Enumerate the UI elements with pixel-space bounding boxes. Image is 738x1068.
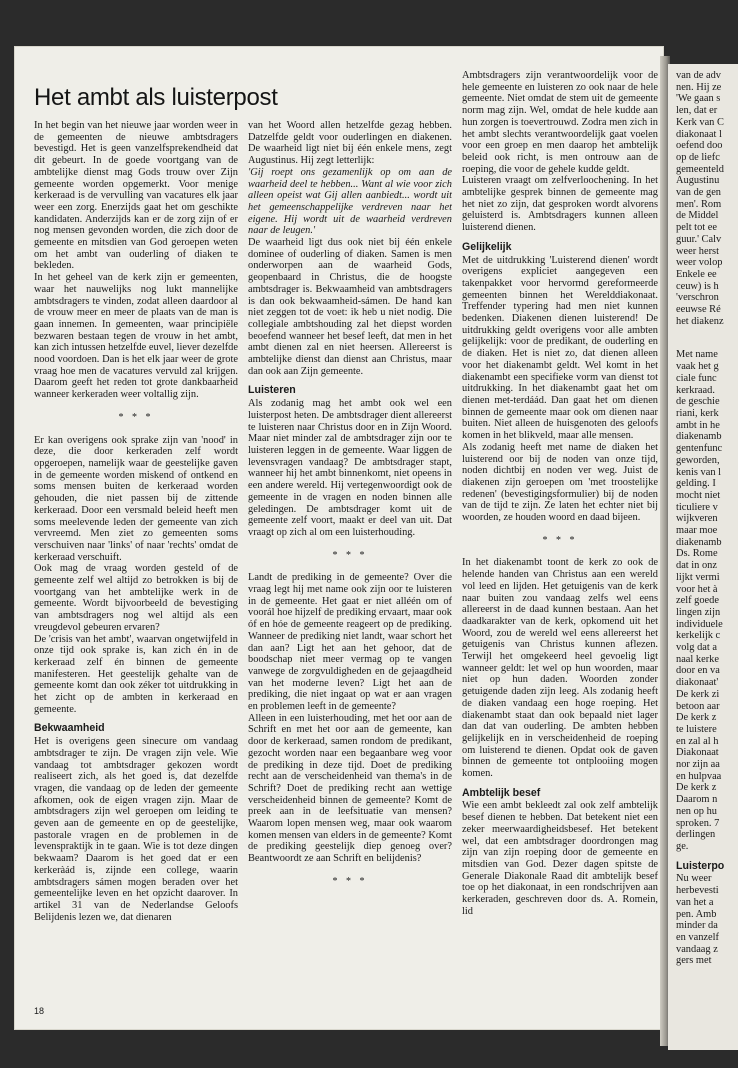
cropped-line: diakonaat'	[676, 677, 719, 689]
paragraph: Het is overigens geen sinecure om vandaag ambtsdrager te zijn. De vragen zijn vele. Wie vandaag tot ambtsdrager gekozen wordt realiseert zich, als het goed is, dat dezelfde vragen, die vandaag op de leden der gemeente afkomen, ook de eigen vragen zijn. Maar de ambtsdragers zijn wel geroepen om leiding te geven aan de gemeente en op de geestelijke, pastorale vragen en de problemen in de levenspraktijk in te gaan. Wie is tot deze dingen bekwaam? Daarom is het goed dat er een kerkeràád is, zijnde een college, waarin ambtsdragers sámen mogen beraden over het gemeentelijke leven en het opzicht daarover. In artikel 31 van de Nederlandse Geloofs Belijdenis lezen we, dat dienaren	[34, 736, 238, 923]
cropped-line: Met name	[676, 349, 718, 361]
page-number: 18	[34, 1006, 45, 1016]
paragraph: Wie een ambt bekleedt zal ook zelf ambtelijk besef dienen te hebben. Dat betekent niet een zeker meerwaardigheidsbesef. Het betekent wel, dat een ambtsdrager doordrongen mag zijn van zijn roeping door de gemeente en mitsdien van God. Dezer dagen spitste de Generale Diakonale Raad dit ambtelijk besef toe op het diakonaat, in een rondschrijven aan kerkeraden, geschreven door ds. A. Romein, lid	[462, 800, 658, 917]
cropped-line: betoon aar	[676, 700, 720, 712]
cropped-line: eeuwse Ré	[676, 304, 721, 316]
cropped-line: nor zijn aa	[676, 759, 720, 771]
cropped-line: De kerk z	[676, 712, 717, 724]
cropped-line: naal kerke	[676, 653, 719, 665]
article-title: Het ambt als luisterpost	[34, 84, 278, 111]
cropped-lines-3	[676, 873, 738, 967]
cropped-line: ticuliere v	[676, 501, 718, 513]
column-1	[34, 120, 238, 1000]
cropped-line: kerkraad.	[676, 384, 715, 396]
cropped-line: diakenamb	[676, 536, 722, 548]
cropped-line: pelt tot ee	[676, 222, 717, 234]
cropped-line: diakenamb	[676, 431, 722, 443]
cropped-line: Daarom n	[676, 794, 718, 806]
cropped-line: en vanzelf	[676, 931, 719, 943]
paragraph: In het diakenambt toont de kerk zo ook de helende handen van Christus aan een wereld vol leed en lijden. Het getuigenis van de kerk naar buiten zou vandaag zelfs wel eens allereerst in de daad kunnen bestaan. Aan het daadkarakter van de kerk, opkomend uit het Woord, zou de wereld wel eens allereerst het getuigenis van Christus kunnen aflezen. Terwijl het omgekeerd heel gevoelig ligt wanneer geldt: let wel op hun woorden, maar niet op hun daden. Woorden zonder getuigende daden zijn leeg. Als zodanig heeft de diaken vandaag een hoge roeping. Het diakenambt staat dan ook bepaald niet lager dan dat van ouderling. De ambten hebben gelijkelijk en in verscheidenheid de roeping om luisterend te dienen. Opdat ook de gaven binnen de gemeente tot ontplooiing mogen komen.	[462, 557, 658, 780]
paragraph: Er kan overigens ook sprake zijn van 'nood' in deze, die door kerkeraden zelf wordt opgeroepen, namelijk waar de geestelijke gaven in de gemeente worden miskend of ontkend en soms mensen buiten de kerkeraad worden gehouden, die niet passen bij de zittende kerkeraad. Door een versmald beleid heeft men soms meelevende leden der gemeente van zich vervreemd. Men ziet zo gemeenten soms verschuiven naar 'links' of naar 'rechts' omdat de kerkeraad verschuift.	[34, 434, 238, 563]
cropped-line: oefend doo	[676, 140, 723, 152]
section-divider: * * *	[332, 875, 368, 887]
cropped-line: nen op hu	[676, 805, 717, 817]
cropped-line: lijkt vermi	[676, 571, 720, 583]
paragraph: In het begin van het nieuwe jaar worden weer in de gemeenten de nieuwe ambtsdragers bevestigd. Het is geen vanzelfsprekendheid dat dit gebeurt. In de goede voortgang van de ambtelijke dienst mag Gods trouw over Zijn gemeente worden opgemerkt. Voor menige kerkeraad is de vervulling van vacatures elk jaar weer een zorg. Enerzijds gaat het om geschikte kandidaten. Anderzijds kan er de zorg zijn of er nog mensen gevonden worden, die zich door de gemeente en mitsdien van God geroepen weten om het ambt van ouderling of diaken te bekleden.	[34, 120, 238, 272]
cropped-line: te luistere	[676, 723, 717, 735]
cropped-line: gelding. I	[676, 478, 716, 490]
cropped-line: ceuw) is h	[676, 280, 719, 292]
cropped-line: voor het à	[676, 583, 718, 595]
cropped-line: minder da	[676, 920, 718, 932]
cropped-line: men'. Rom	[676, 198, 722, 210]
section-divider: * * *	[332, 549, 368, 561]
paragraph: Ambtsdragers zijn verantwoordelijk voor de hele gemeente en luisteren zo ook naar de hele gemeente. Niet omdat de stem uit de gemeente norm mag zijn. Wel, omdat de hele kudde aan hun zorgen is toevertrouwd. Zodra men zich in het ambt slechts verantwoordelijk gaat voelen voor een groep en men daarop het ambtelijk beleid ook richt, is men ontrouw aan de roeping, die voor de gehele kudde geldt.	[462, 70, 658, 175]
section-heading: Bekwaamheid	[34, 722, 105, 735]
cropped-line: weer volop	[676, 257, 723, 269]
paragraph: Met de uitdrukking 'Luisterend dienen' wordt overigens expliciet aangegeven een takenpakket voor hervormd gereformeerde gemeenten binnen het Werelddiakonaat. Treffender typering had men niet kunnen bedenken. Diakenen dienen luisterend! De uitdrukking geldt overigens voor alle ambten gelijkelijk: voor de predikant, de ouderling en de diaken. Het is niet zo, dat dienen alleen voor het diakenambt geldt. Wel komt in het diakenambt een specifieke vorm van dienst tot uitdrukking. In het diakenambt gaat het om dienen met-terdáád. Dan gaat het om dienen binnen de gemeente maar ook om dienen naar buiten. Niet alleen de huisgenoten des geloofs komen in het blikveld, maar alle mensen.	[462, 254, 658, 442]
cropped-line: De kerk zi	[676, 688, 720, 700]
cropped-line: derlingen	[676, 829, 716, 841]
column-3	[462, 70, 658, 1000]
cropped-line: van het a	[676, 896, 714, 908]
cropped-line: kenis van l	[676, 466, 722, 478]
cropped-line: Diakonaat	[676, 747, 719, 759]
cropped-line: vaak het g	[676, 361, 719, 373]
section-divider: * * *	[118, 411, 154, 423]
paragraph: Luisteren vraagt om zelfverloochening. In het ambtelijke gesprek binnen de gemeente mag het niet zo zijn, dat gesproken wordt alvorens geluisterd is. Ambtsdragers kunnen alleen luisterend dienen.	[462, 175, 658, 234]
cropped-line: guur.' Calv	[676, 233, 722, 245]
cropped-line: ge.	[676, 841, 689, 852]
cropped-line: Nu weer	[676, 873, 712, 885]
cropped-line: van de gen	[676, 187, 722, 199]
cropped-line: wijkveren	[676, 513, 718, 525]
cropped-line: zelf goede	[676, 595, 719, 607]
cropped-line: Ds. Rome	[676, 548, 718, 560]
cropped-line: sproken. 7	[676, 817, 720, 829]
cropped-line: 'verschron	[676, 292, 719, 304]
paragraph: Als zodanig mag het ambt ook wel een luisterpost heten. De ambtsdrager dient allereerst te luisteren naar Christus door en in Zijn Woord. Maar niet minder zal de ambtsdrager zijn oor te luisteren leggen in de gemeente. Waar liggen de levensvragen vandaag? De ambtsdrager stapt, wanneer hij het ambt binnenkomt, niet opeens in een andere wereld. Hij vertegenwoordigt ook de gemeente in de vragen en noden binnen alle geledingen. De ambtsdrager komt uit de gemeente zelf voort, maakt er deel van uit. Dat vraagt op zich al om een luisterhouding.	[248, 398, 452, 538]
paragraph: De waarheid ligt dus ook niet bij één enkele dominee of ouderling of diaken. Samen is men onderworpen aan de waarheid Gods, geopenbaard in Christus, die de hoogste ambtsdrager is. Bekwaamheid van ambtsdragers is dan ook bekwaamheid-sámen. De hand kan niet zeggen tot de voet: ik heb u niet nodig. Die collegiale ambtshouding zal het diepst worden beoefend wanneer het besef leeft, dat men in het ambt dienen zal en niet heersen. Allereerst is ambtelijke dienst dan dienst aan Christus, maar dan ook aan Zijn gemeente.	[248, 237, 452, 377]
cropped-line: en hulpvaa	[676, 770, 722, 782]
cropped-line: ambt in he	[676, 419, 720, 431]
cropped-line: volg dat a	[676, 642, 717, 654]
cropped-line: Kerk van C	[676, 116, 724, 128]
cropped-line: len, dat er	[676, 105, 718, 117]
cropped-lines-1	[676, 70, 738, 327]
paragraph: van het Woord allen hetzelfde gezag hebben. Datzelfde geldt voor ouderlingen en diakenen. De waarheid ligt niet bij één enkele mens, zegt Augustinus. Hij zegt letterlijk:	[248, 120, 452, 167]
section-heading: Luisteren	[248, 384, 296, 397]
cropped-line: geworden,	[676, 454, 720, 466]
cropped-line: dat in onz	[676, 560, 717, 572]
paragraph: Alleen in een luisterhouding, met het oor aan de Schrift en met het oor aan de gemeente, kan door de kerkeraad, samen rondom de predikant, gezocht worden naar een begaanbare weg voor de prediking in deze tijd. Doet de prediking recht aan de verscheidenheid van thema's in de Schrift? Doet de prediking recht aan wettige verscheidenheid binnen de gemeente? Komt de preek aan in de leefsituatie van mensen? Waarom lopen mensen weg, maar ook waarom komen mensen van elders in de gemeente? Komt de prediking geestelijk diep genoeg over? Beantwoordt ze aan Schrift en belijdenis?	[248, 712, 452, 865]
cropped-line: op de liefc	[676, 151, 720, 163]
cropped-line: gentenfunc	[676, 443, 723, 455]
cropped-line: weer herst	[676, 245, 719, 257]
cropped-line: het diakenz	[676, 315, 724, 327]
cropped-line: herbevesti	[676, 885, 719, 897]
cropped-line: riani, kerk	[676, 407, 719, 419]
cropped-line: ciale func	[676, 372, 717, 384]
cropped-line: kerkelijk c	[676, 630, 721, 642]
augustinus-quote: 'Gij roept ons gezamenlijk op om aan de waarheid deel te hebben... Want al wie voor zich alleen opeist wat Gij allen aanbiedt... wordt uit het gemeenschappelijke verdreven naar het eigene. Hij wordt uit de waarheid verdreven naar de leugen.'	[248, 166, 452, 237]
cropped-line: gers met	[676, 955, 712, 967]
paragraph: Als zodanig heeft met name de diaken het luisterend oor bij de noden van onze tijd, noden dichtbij en noden ver weg. Juist de diakenen zijn geroepen om 'met troostelijke redenen' (bevestigingsformulier) bij de noden van de tijd te zijn. Ze laten het echter niet bij woorden, ze houden woord en daad bijeen.	[462, 441, 658, 524]
paragraph: De 'crisis van het ambt', waarvan ongetwijfeld in onze tijd ook sprake is, kan zich én in de kerkeraad zelf én binnen de gemeente manifesteren. Het geestelijk gehalte van de gemeente komt dan ook zéker tot uitdrukking in het zicht op de ambten in kerkeraad en gemeente.	[34, 633, 238, 715]
paragraph: Ook mag de vraag worden gesteld of de gemeente zelf wel altijd zo betrokken is bij de voortgang van het ambtelijke werk in de gemeente. Wordt bijvoorbeeld de bevestiging van ambtsdragers nog wel altijd als een vreugdevol gebeuren ervaren?	[34, 563, 238, 633]
cropped-line: mocht niet	[676, 489, 721, 501]
cropped-line: diakonaat l	[676, 128, 722, 140]
section-divider: * * *	[542, 534, 578, 546]
cropped-line: de Middel	[676, 210, 719, 222]
cropped-line: nen. Hij ze	[676, 81, 722, 93]
cropped-line: vandaag z	[676, 943, 718, 955]
cropped-line: De kerk z	[676, 782, 717, 794]
cropped-line: lingen zijn	[676, 606, 721, 618]
cropped-line: Augustinu	[676, 175, 720, 187]
cropped-line: door en va	[676, 665, 720, 677]
cropped-line: 'We gaan s	[676, 93, 721, 105]
cropped-lines-2	[676, 349, 738, 852]
paragraph: Landt de prediking in de gemeente? Over die vraag legt hij met name ook zijn oor te luisteren in de gemeente. Het gaat er niet alléén om of voorál hoe hijzelf de prediking ervaart, maar ook óf en hóe de gemeente reageert op de prediking. Wanneer de prediking niet landt, waar schort het dan aan? Ligt het aan het gehoor, dat de boodschap niet meer vermag op te vangen vanwege de zorgvuldigheden en de gejaagdheid van het moderne leven? Ligt het aan de prediking, die niet ingaat op wat er aan vragen en problemen leeft in de gemeente?	[248, 572, 452, 713]
section-heading: Ambtelijk besef	[462, 786, 541, 799]
cropped-line: individuele	[676, 618, 723, 630]
paragraph: In het geheel van de kerk zijn er gemeenten, waar het nauwelijks nog lukt mannelijke ambtsdragers te vinden, zodat alleen daardoor al de vrouw meer en meer de plaats van de man is gaan innemen. In gemeenten, waar principiële bezwaren bestaan tegen de vrouw in het ambt, kan zich intussen hetzelfde euvel, liever dezelfde nood voordoen. Dan is het elk jaar weer de grote vraag hoe men de vacatures vervuld zal krijgen. Daarom geeft het reden tot grote dankbaarheid wanneer kerkeraden weer voltallig zijn.	[34, 272, 238, 401]
cropped-line: de geschie	[676, 396, 720, 408]
column-2	[248, 120, 452, 1000]
cropped-line: maar moe	[676, 525, 718, 537]
cropped-line: pen. Amb	[676, 908, 717, 920]
cropped-line: van de adv	[676, 70, 722, 81]
column-4-cropped	[676, 70, 738, 1000]
cropped-line: gemeenteld	[676, 163, 724, 175]
section-heading: Gelijkelijk	[462, 240, 512, 253]
cropped-line: Enkele ee	[676, 268, 717, 280]
section-heading: Luisterpo	[676, 859, 725, 872]
cropped-line: en zal al h	[676, 735, 719, 747]
